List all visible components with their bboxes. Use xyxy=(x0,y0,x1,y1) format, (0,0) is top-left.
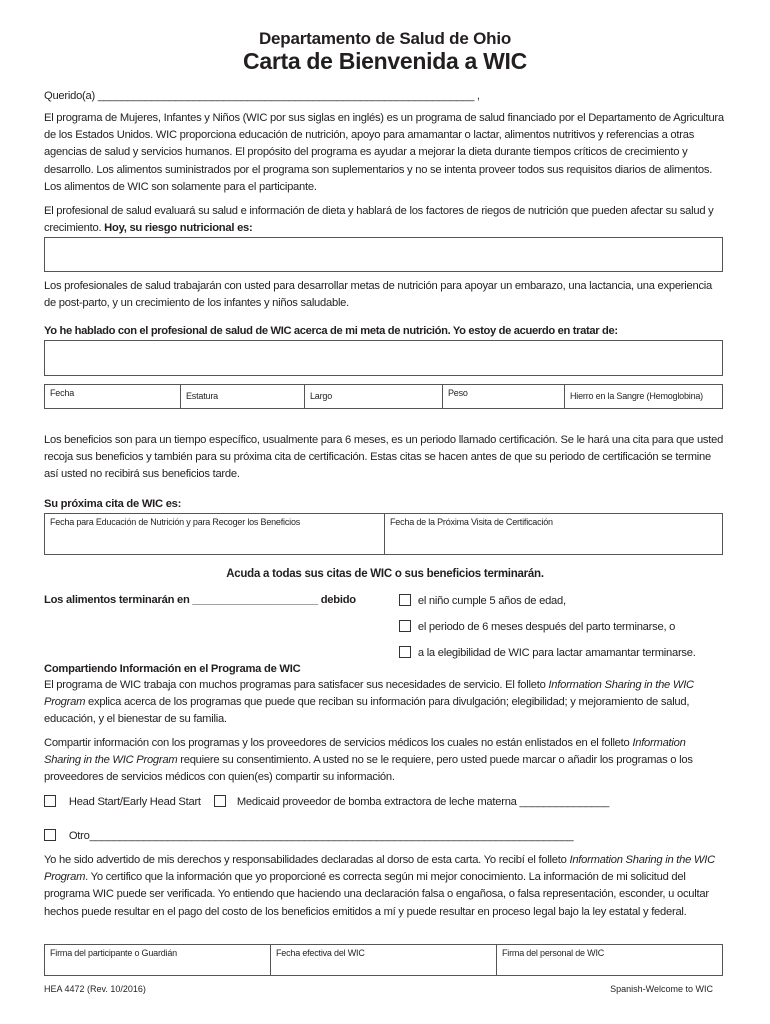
other-checkbox[interactable] xyxy=(44,829,56,841)
certification-statement: Yo he sido advertido de mis derechos y responsabilidades declaradas al dorso de esta carta. Yo recibí el folleto Information Sharing in the WIC Program. Yo certifico que la información que yo proporcioné es correcta según mi mejor conocimiento. La información de mi solicitud del programa WIC puede ser verificada. Yo entiendo que haciendo una declaración falsa o engañosa, o falsa representación, esconder, u ocultar hechos puede resultar en el pago del costo de los beneficios emitidos a mí y puede resultar en proceso legal bajo la ley estatal y federal. xyxy=(44,854,715,918)
staff-signature[interactable]: Firma del personal de WIC xyxy=(502,948,605,958)
share-other-option xyxy=(44,829,573,842)
postpartum-checkbox[interactable] xyxy=(399,620,411,632)
participant-signature[interactable]: Firma del participante o Guardián xyxy=(45,945,271,975)
form-id: HEA 4472 (Rev. 10/2016) xyxy=(44,984,146,994)
measure-peso[interactable]: Peso xyxy=(443,385,565,408)
appointment-nutrition-date[interactable]: Fecha para Educación de Nutrición y para Recoger los Beneficios xyxy=(45,514,385,554)
risk-text: El profesional de salud evaluará su salud e información de dieta y hablará de los factores de riegos de nutrición que pueden afectar su salud y crecimiento. xyxy=(44,205,714,235)
next-appointment-heading: Su próxima cita de WIC es: xyxy=(44,498,182,510)
department-title: Departamento de Salud de Ohio xyxy=(258,29,512,48)
intro-paragraph: El programa de Mujeres, Infantes y Niños (WIC por sus siglas en inglés) es un programa de salud financiado por el Departamento de Agricultura de los Estados Unidos. WIC proporciona educación de nutrición, apoyo para amamantar o lactar, alimentos nutritivos y referencias a otras agencias de salud y servicios humanos. El propósito del programa es ayudar a mejorar la dieta durante tiempos críticos de crecimiento y desarrollo. Los alimentos suministrados por el programa son suplementarios y no se intenta proveer todos sus requisitos diarios de alimentos. Los alimentos de WIC son solamente para el participante. xyxy=(44,112,724,193)
age-option-label: el niño cumple 5 años de edad, xyxy=(417,595,566,607)
goals-paragraph: Los profesionales de salud trabajarán con usted para desarrollar metas de nutrición para apoyar un embarazo, una lactancia, una experiencia de post-parto, y un crecimiento de los infantes y niños saludable. xyxy=(44,280,713,310)
age-checkbox[interactable] xyxy=(399,594,411,606)
certification-period-paragraph: Los beneficios son para un tiempo específico, usualmente para 6 meses, es un periodo llamado certificación. Se le hará una cita para que usted recoja sus beneficios y también para su próxima cita de certificación. Estas citas se hacen antes de que su periodo de certificación se termine así usted no recibirá sus beneficios tarde. xyxy=(44,434,724,481)
medicaid-checkbox[interactable] xyxy=(214,795,226,807)
risk-input-box[interactable] xyxy=(44,237,723,272)
appointment-certification-date[interactable]: Fecha de la Próxima Visita de Certificación xyxy=(390,517,553,527)
foods-end-option-postpartum xyxy=(399,620,675,633)
share-medicaid-option xyxy=(214,795,609,808)
sharing-heading: Compartiendo Información en el Programa de WIC xyxy=(44,663,301,675)
measure-hemoglobina[interactable]: Hierro en la Sangre (Hemoglobina) xyxy=(570,391,703,401)
foods-end-label: Los alimentos terminarán en _____________________ debido xyxy=(44,594,356,606)
other-label[interactable]: Otro_________________________________________________________________________________ xyxy=(68,830,574,842)
foods-end-option-breastfeeding xyxy=(399,646,696,659)
share-headstart-option xyxy=(44,795,201,808)
foods-end-option-age xyxy=(399,594,566,607)
sharing-paragraph-1: El programa de WIC trabaja con muchos programas para satisfacer sus necesidades de servicio. El folleto Information Sharing in the WIC Program explica acerca de los programas que puede que reciban su información para divulgación; elegibilidad; y mejoramiento de salud, educación, y el bienestar de su familia. xyxy=(44,679,694,726)
risk-paragraph xyxy=(44,203,724,237)
next-appointment-table xyxy=(44,513,723,555)
measure-fecha[interactable]: Fecha xyxy=(45,385,181,408)
page-title: Carta de Bienvenida a WIC xyxy=(243,48,527,74)
signature-table xyxy=(44,944,723,976)
goal-input-box[interactable] xyxy=(44,340,723,376)
form-name: Spanish-Welcome to WIC xyxy=(610,984,713,994)
breastfeeding-checkbox[interactable] xyxy=(399,646,411,658)
medicaid-label: Medicaid proveedor de bomba extractora de leche materna _______________ xyxy=(236,796,610,808)
effective-date[interactable]: Fecha efectiva del WIC xyxy=(271,945,497,975)
headstart-checkbox[interactable] xyxy=(44,795,56,807)
breastfeeding-option-label: a la elegibilidad de WIC para lactar amamantar terminarse. xyxy=(417,647,696,659)
measurements-table xyxy=(44,384,723,409)
sharing-paragraph-2: Compartir información con los programas y los proveedores de servicios médicos los cuales no están enlistados en el folleto Information Sharing in the WIC Program requiere su consentimiento. A usted no se le requiere, pero usted puede marcar o añadir los programas o los proveedores de servicios médicos con quien(es) compartir su información. xyxy=(44,737,693,784)
goal-heading: Yo he hablado con el profesional de salud de WIC acerca de mi meta de nutrición. Yo estoy de acuerdo en tratar de: xyxy=(44,325,618,337)
salutation: Querido(a) _______________________________________________________________ , xyxy=(44,90,480,102)
attend-notice: Acuda a todas sus citas de WIC o sus beneficios terminarán. xyxy=(226,568,544,580)
measure-largo[interactable]: Largo xyxy=(305,385,443,408)
headstart-label: Head Start/Early Head Start xyxy=(68,796,201,808)
measure-estatura[interactable]: Estatura xyxy=(181,385,305,408)
risk-label: Hoy, su riesgo nutricional es: xyxy=(104,222,253,235)
postpartum-option-label: el periodo de 6 meses después del parto terminarse, o xyxy=(417,621,676,633)
